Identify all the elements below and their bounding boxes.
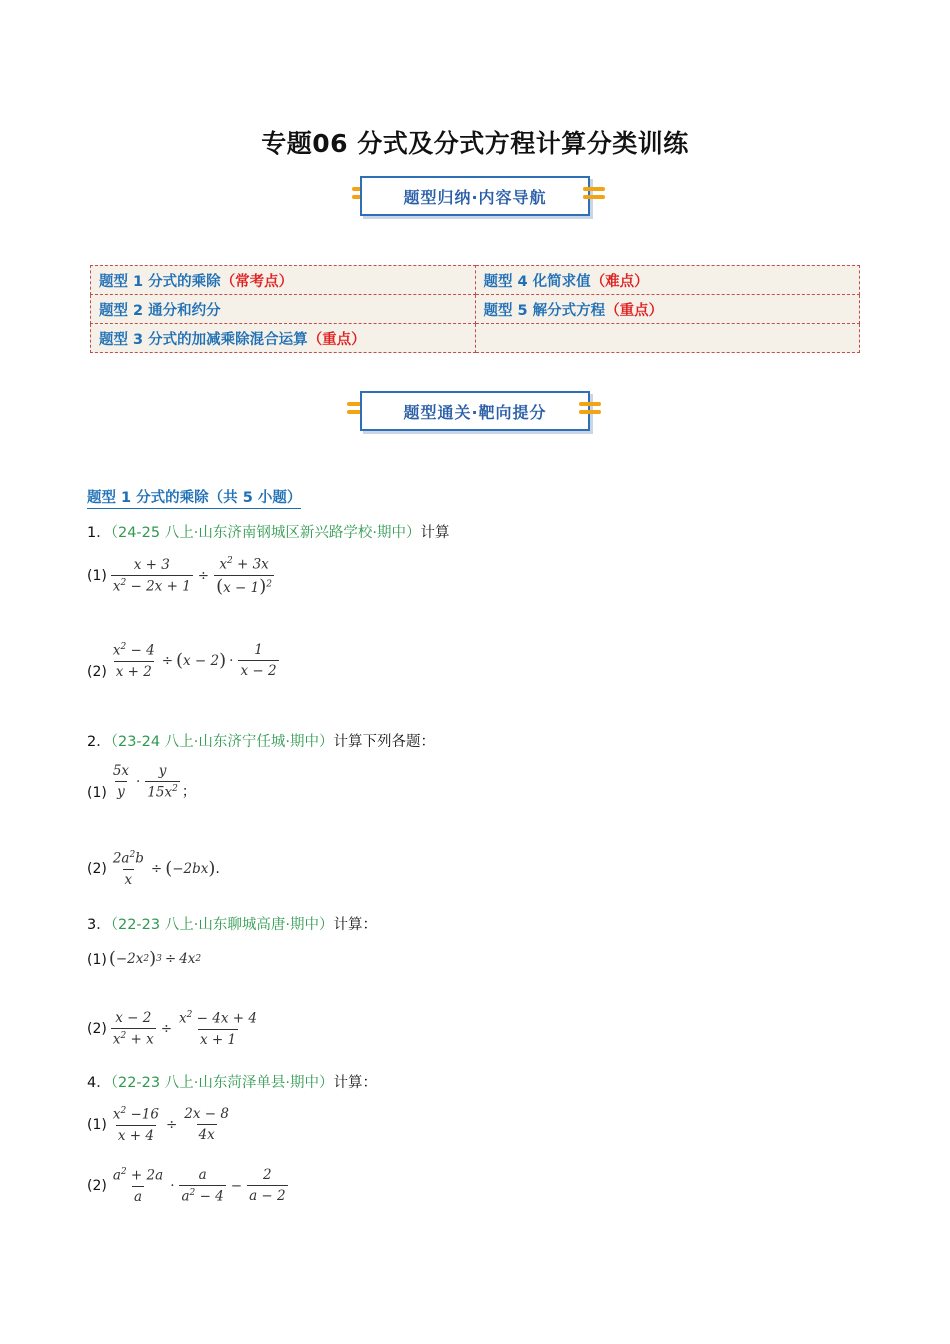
math-expression: $\frac{x^2 -16}{x + 4}$ ÷ $\frac{2x - 8}{4x}$ [112, 1106, 229, 1144]
q4-part2: (2) $a^2 + 2a$ a · a $a^2 - 4$ − $\frac{2}{a - 2}$ [87, 1167, 290, 1205]
math-expression: $\frac{x + 3}{x^2 - 2x + 1}$ ÷ $\frac{x^2 + 3x}{(x - 1)^2}$ [112, 556, 273, 597]
math-expression: $\frac{x^2 - 4}{x + 2}$ ÷ ( x − 2 ) · 1 x − 2 [112, 642, 277, 680]
q2-part2: (2) $\frac{2a^2b}{x}$ ÷ ( −2bx ) . [87, 850, 220, 888]
question-4: 4．（22-23 八上·山东菏泽单县·期中）计算： [87, 1075, 377, 1091]
q3-part1: (1) ( −2x 2 ) 3 ÷ 4x 2 [87, 948, 202, 969]
q1-part1: (1) $\frac{x + 3}{x^2 - 2x + 1}$ ÷ $\frac{x^2 + 3x}{(x - 1)^2}$ [87, 556, 276, 596]
question-3: 3．（22-23 八上·山东聊城高唐·期中）计算： [87, 917, 377, 933]
question-1: 1．（24-25 八上·山东济南钢城区新兴路学校·期中）计算 [87, 525, 450, 541]
math-expression: $\frac{2a^2b}{x}$ ÷ ( −2bx ) [112, 850, 216, 888]
math-expression: $a^2 + 2a$ a · a $a^2 - 4$ − $\frac{2}{a - 2}$ [112, 1167, 286, 1205]
equals-icon [583, 186, 605, 202]
banner-nav [0, 172, 950, 218]
toc-item[interactable]: 题型 3 分式的加减乘除混合运算（重点） [91, 324, 476, 353]
toc-item[interactable]: 题型 1 分式的乘除（常考点） [91, 266, 476, 295]
toc-table [90, 265, 860, 353]
page-title: 专题06 分式及分式方程计算分类训练 [261, 129, 689, 158]
toc-item[interactable]: 题型 5 解分式方程（重点） [475, 295, 860, 324]
banner-practice-label: 题型通关·靶向提分 [360, 391, 590, 431]
banner-nav-label: 题型归纳·内容导航 [360, 176, 590, 216]
q4-part1: (1) $\frac{x^2 -16}{x + 4}$ ÷ $\frac{2x - 8}{4x}$ [87, 1106, 233, 1144]
toc-item-empty [475, 324, 860, 353]
math-expression: 5x y · y $15x^2$ [112, 763, 178, 801]
equals-icon [579, 401, 601, 417]
toc-item[interactable]: 题型 2 通分和约分 [91, 295, 476, 324]
question-2: 2．（23-24 八上·山东济宁任城·期中）计算下列各题： [87, 734, 435, 750]
math-expression: ( −2x 2 ) 3 ÷ 4x 2 [108, 948, 202, 969]
banner-practice [0, 387, 950, 433]
section-heading[interactable]: 题型 1 分式的乘除（共 5 小题） [87, 486, 301, 509]
q2-part1: (1) 5x y · y $15x^2$ ； [87, 763, 196, 801]
math-expression: $\frac{x - 2}{x^2 + x}$ ÷ $\frac{x^2 - 4x + 4}{x + 1}$ [112, 1010, 257, 1048]
toc-item[interactable]: 题型 4 化简求值（难点） [475, 266, 860, 295]
q3-part2: (2) $\frac{x - 2}{x^2 + x}$ ÷ $\frac{x^2 - 4x + 4}{x + 1}$ [87, 1010, 261, 1048]
q1-part2: (2) $\frac{x^2 - 4}{x + 2}$ ÷ ( x − 2 ) · 1 x − 2 [87, 642, 281, 680]
